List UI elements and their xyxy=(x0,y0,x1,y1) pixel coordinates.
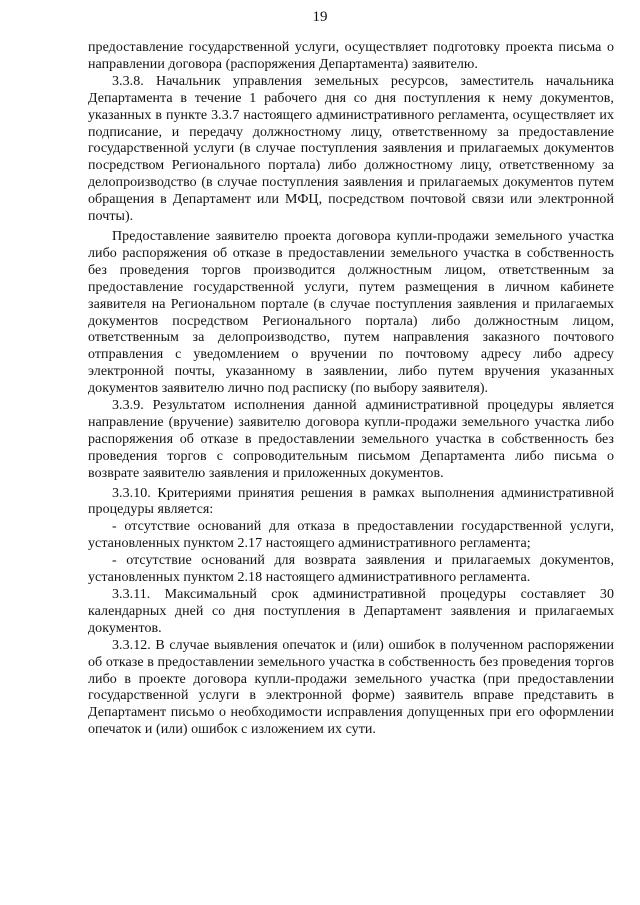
paragraph-3-3-10: 3.3.10. Критериями принятия решения в рамках выполнения административной процедуры является: xyxy=(88,485,614,518)
paragraph-3-3-9: 3.3.9. Результатом исполнения данной административной процедуры является направление (вручение) заявителю договора купли-продажи земельного участка либо распоряжения об отказе в предоставлении земельного участка в собственность без проведения торгов с сопроводительным письмом Департамента либо письма о возврате заявителю заявления и приложенных документов. xyxy=(88,398,614,481)
list-item-criterion-2: - отсутствие оснований для возврата заявления и прилагаемых документов, установленных пунктом 2.18 настоящего административного регламента. xyxy=(88,553,614,586)
page-number: 19 xyxy=(312,9,328,25)
paragraph-3-3-8: 3.3.8. Начальник управления земельных ресурсов, заместитель начальника Департамента в течение 1 рабочего дня со дня поступления к нему документов, указанных в пункте 3.3.7 настоящего административного регламента, осуществляет их подписание, и передачу должностному лицу, ответственному за предоставление государственной услуги (в случае поступления заявления и прилагаемых документов посредством Регионального портала) либо должностному лицу, ответственному за делопроизводство (в случае поступления заявления и прилагаемых документов путем обращения в Департамент или МФЦ, посредством почтовой связи или электронной почты). xyxy=(88,73,614,225)
paragraph-3-3-12: 3.3.12. В случае выявления опечаток и (или) ошибок в полученном распоряжении об отказе в предоставлении земельного участка в собственность без проведения торгов либо в проекте договора купли-продажи земельного участка (при предоставлении государственной услуги в электронной форме) заявитель вправе представить в Департамент письмо о необходимости исправления допущенных при его оформлении опечаток и (или) ошибок с изложением их сути. xyxy=(88,637,614,738)
paragraph-submission: Предоставление заявителю проекта договора купли-продажи земельного участка либо распоряжения об отказе в предоставлении земельного участка в собственность без проведения торгов производится должностным лицом, ответственным за предоставление государственной услуги, путем размещения в личном кабинете заявителя на Региональном портале (в случае поступления заявления и прилагаемых документов посредством Регионального портала) либо должностным лицом, ответственным за делопроизводство, путем направления заказного почтового отправления с уведомлением о вручении по почтовому адресу либо адресу электронной почты, указанному в заявлении, либо путем вручения указанных документов заявителю лично под расписку (по выбору заявителя). xyxy=(88,228,614,397)
paragraph-3-3-11: 3.3.11. Максимальный срок административной процедуры составляет 30 календарных дней со дня поступления в Департамент заявления и прилагаемых документов. xyxy=(88,587,614,636)
document-body xyxy=(88,40,614,739)
paragraph-continuation: предоставление государственной услуги, осуществляет подготовку проекта письма о направлении договора (распоряжения Департамента) заявителю. xyxy=(88,40,614,72)
list-item-criterion-1: - отсутствие оснований для отказа в предоставлении государственной услуги, установленных пунктом 2.17 настоящего административного регламента; xyxy=(88,519,614,552)
